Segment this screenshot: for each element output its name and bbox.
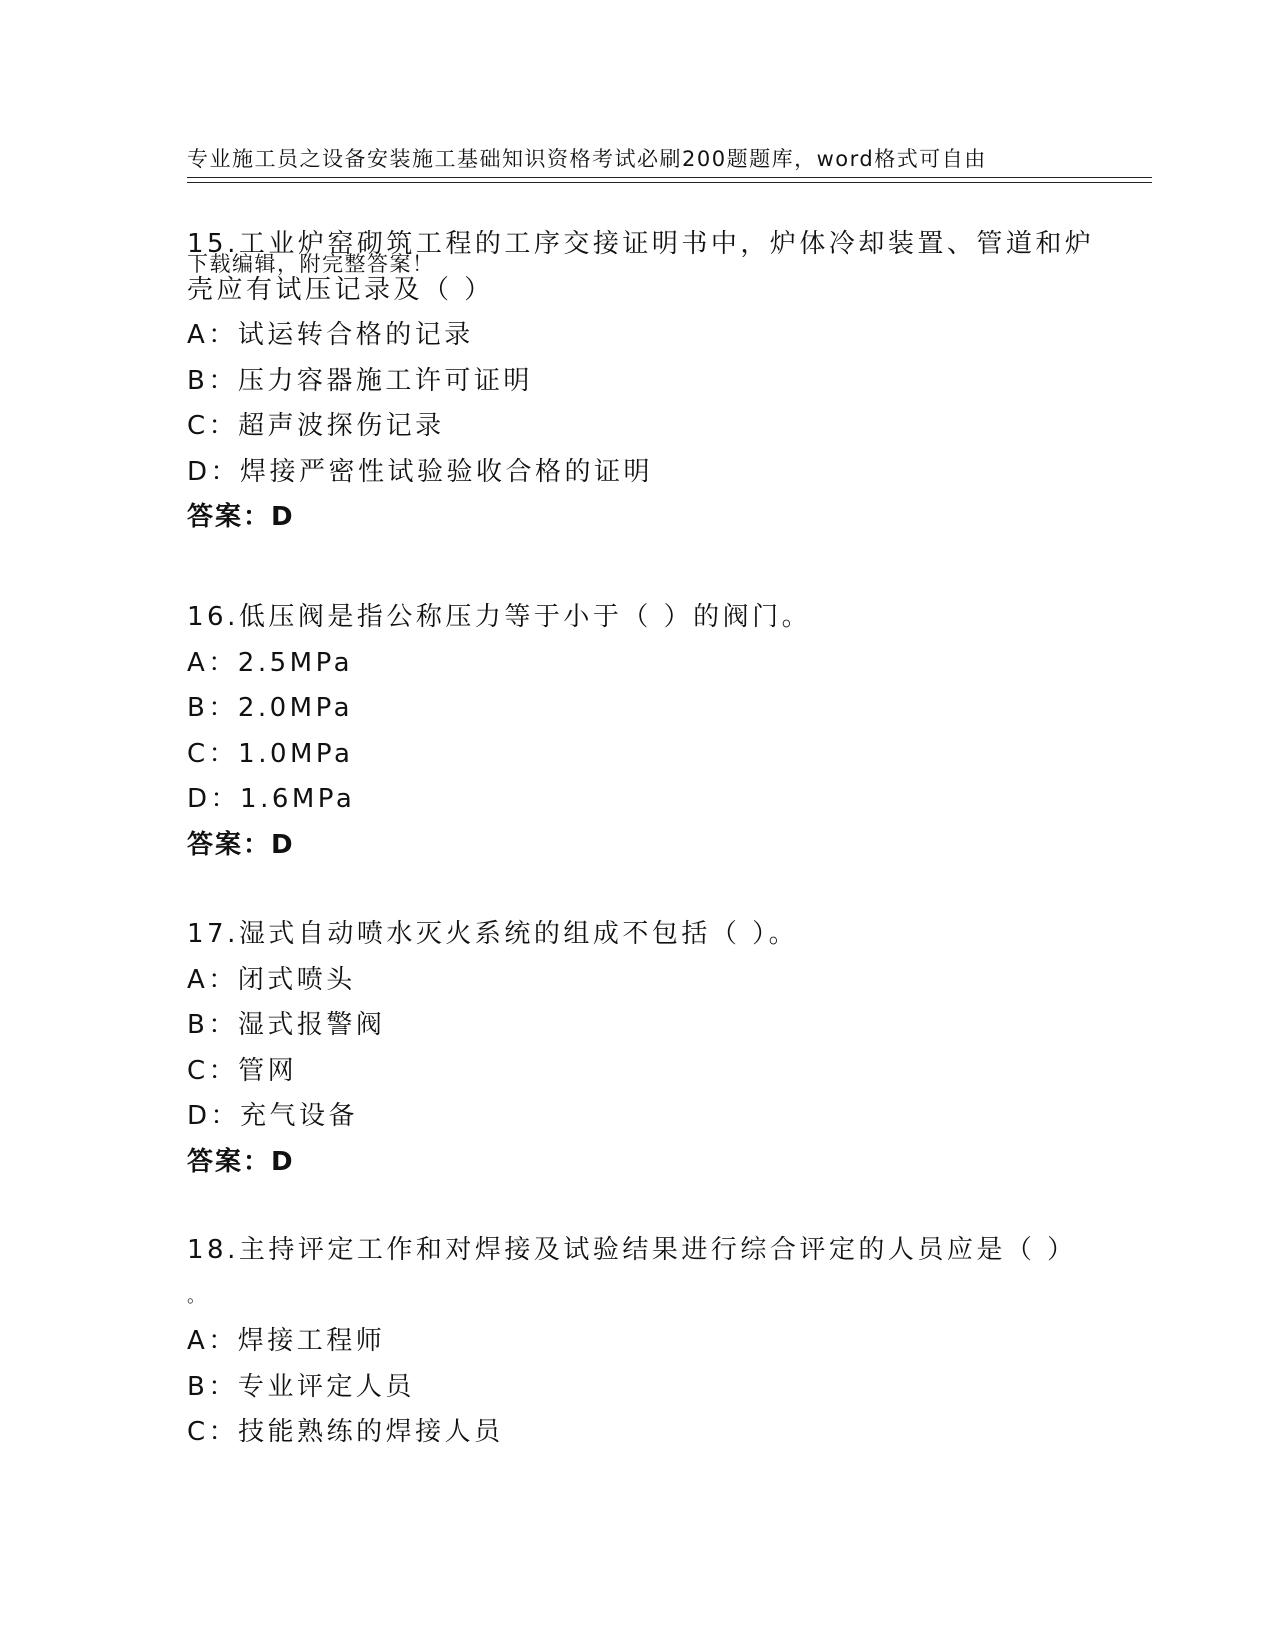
option-c: C：1.0MPa: [187, 738, 354, 769]
question-15: [187, 222, 1095, 541]
question-stem-line: 壳应有试压记录及（ ）: [187, 274, 494, 305]
option-b: B：湿式报警阀: [187, 1010, 386, 1040]
header-divider-top: [187, 177, 1152, 178]
question-16: [187, 595, 1087, 868]
option-d: D：充气设备: [187, 1101, 359, 1131]
option-b: B：压力容器施工许可证明: [187, 365, 533, 396]
answer-label: 答案：D: [187, 502, 295, 532]
header-line-1: 专业施工员之设备安装施工基础知识资格考试必刷200题题库，word格式可自由: [187, 147, 987, 171]
option-c: C：超声波探伤记录: [187, 411, 445, 441]
option-d: D：焊接严密性试验验收合格的证明: [187, 456, 654, 487]
question-18: [187, 1228, 1087, 1456]
question-stem-line: 16.低压阀是指公称压力等于小于（ ）的阀门。: [187, 602, 812, 632]
option-b: B：专业评定人员: [187, 1371, 415, 1402]
question-stem-line: 。: [187, 1285, 205, 1307]
option-a: A：2.5MPa: [187, 647, 354, 678]
header-line-2: 下载编辑，附完整答案！: [187, 252, 435, 276]
question-stem-line: 18.主持评定工作和对焊接及试验结果进行综合评定的人员应是（ ）: [187, 1235, 1077, 1265]
answer-label: 答案：D: [187, 829, 295, 860]
option-d: D：1.6MPa: [187, 784, 356, 814]
option-c: C：管网: [187, 1055, 298, 1086]
question-stem-line: 17.湿式自动喷水灭火系统的组成不包括（ ）。: [187, 919, 799, 949]
answer-label: 答案：D: [187, 1146, 295, 1177]
option-a: A：闭式喷头: [187, 964, 356, 995]
question-stem-line: 15.工业炉窑砌筑工程的工序交接证明书中，炉体冷却装置、管道和炉: [187, 229, 1095, 259]
option-b: B：2.0MPa: [187, 693, 354, 723]
option-a: A：试运转合格的记录: [187, 320, 474, 350]
header-divider-bottom: [187, 182, 1152, 183]
option-c: C：技能熟练的焊接人员: [187, 1417, 504, 1447]
question-17: [187, 912, 1087, 1185]
option-a: A：焊接工程师: [187, 1326, 386, 1356]
